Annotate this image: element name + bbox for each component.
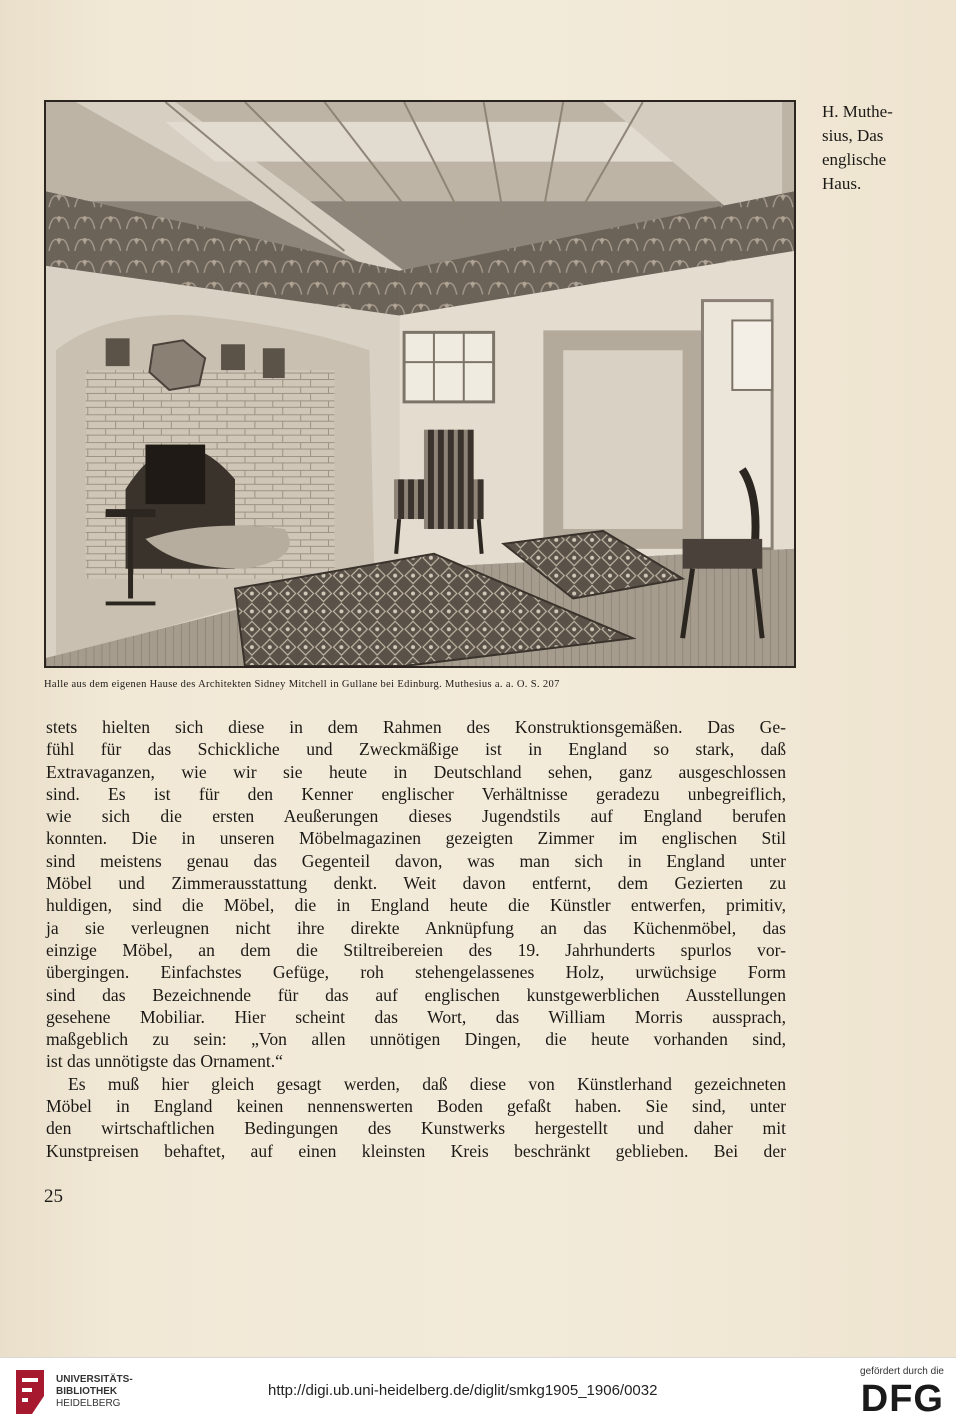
library-name-line: HEIDELBERG — [56, 1398, 121, 1409]
funder-note: gefördert durch die — [860, 1366, 944, 1377]
margin-note-line: Haus. — [822, 174, 862, 193]
funder-logo[interactable] — [804, 1366, 944, 1419]
text-line: einzige Möbel, an dem die Stiltreibereien des 19. Jahrhunderts spurlos vor- — [46, 939, 786, 960]
text-line: stets hielten sich diese in dem Rahmen des Konstruktionsgemäßen. Das Ge- — [46, 717, 786, 737]
library-name-line: UNIVERSITÄTS- — [56, 1374, 133, 1385]
text-line: übergingen. Einfachstes Gefüge, roh stehengelassenes Holz, urwüchsige Form — [46, 962, 786, 983]
text-line: Es muß hier gleich gesagt werden, daß diese von Künstlerhand gezeichneten — [68, 1073, 786, 1094]
margin-note-line: englische — [822, 150, 887, 169]
body-text — [46, 716, 786, 1162]
text-line: sind meistens genau das Gegenteil davon, was man sich in England unter — [46, 850, 786, 871]
text-line: gesehene Mobiliar. Hier scheint das Wort, das William Morris aussprach, — [46, 1006, 786, 1027]
text-line: den wirtschaftlichen Bedingungen des Kunstwerks hergestellt und daher mit — [46, 1118, 786, 1139]
margin-note-line: sius, Das — [822, 126, 884, 145]
text-line: Möbel und Zimmerausstattung denkt. Weit davon entfernt, dem Gezierten zu — [46, 873, 786, 894]
text-line: ist das unnötigste das Ornament.“ — [46, 1051, 283, 1072]
page-number: 25 — [44, 1186, 63, 1207]
text-line: wie sich die ersten Aeußerungen dieses Jugendstils auf England berufen — [46, 806, 786, 827]
text-line: Kunstpreisen behaftet, auf einen kleinsten Kreis beschränkt geblieben. Bei der — [46, 1140, 786, 1161]
text-line: sind das Bezeichnende für das auf englischen kunstgewerblichen Ausstellungen — [46, 984, 786, 1005]
margin-note — [822, 100, 942, 196]
text-line: sind. Es ist für den Kenner englischer Verhältnisse geradezu unbegreiflich, — [46, 783, 786, 804]
text-line: konnten. Die in unseren Möbelmagazinen gezeigten Zimmer im englischen Stil — [46, 828, 786, 849]
library-name[interactable] — [56, 1374, 133, 1410]
text-line: ja sie verleugnen nicht ihre direkte Anknüpfung an das Küchenmöbel, das — [46, 917, 786, 938]
text-line: Möbel in England keinen nennenswerten Boden gefaßt haben. Sie sind, unter — [46, 1096, 786, 1117]
figure-caption: Halle aus dem eigenen Hause des Architekten Sidney Mitchell in Gullane bei Edinburg. Muthesius a. a. O. S. 207 — [44, 679, 560, 690]
permalink-url[interactable]: http://digi.ub.uni-heidelberg.de/diglit/smkg1905_1906/0032 — [268, 1382, 658, 1399]
funder-name: DFG — [860, 1378, 944, 1420]
text-line: Extravaganzen, wie wir sie heute in Deutschland sehen, ganz ausgeschlossen — [46, 761, 786, 782]
university-logo-icon[interactable] — [10, 1366, 50, 1418]
text-line: fühl für das Schickliche und Zweckmäßige ist in England so stark, daß — [46, 739, 786, 760]
text-line: huldigen, sind die Möbel, die in England heute die Künstler entwerfen, primitiv, — [46, 895, 786, 916]
library-name-line: BIBLIOTHEK — [56, 1386, 118, 1397]
interior-photograph — [44, 100, 796, 668]
margin-note-line: H. Muthe- — [822, 102, 893, 121]
text-line: maßgeblich zu sein: „Von allen unnötigen Dingen, die heute vorhanden sind, — [46, 1029, 786, 1050]
viewer-footer — [0, 1357, 956, 1426]
hall-interior-image — [46, 102, 794, 666]
